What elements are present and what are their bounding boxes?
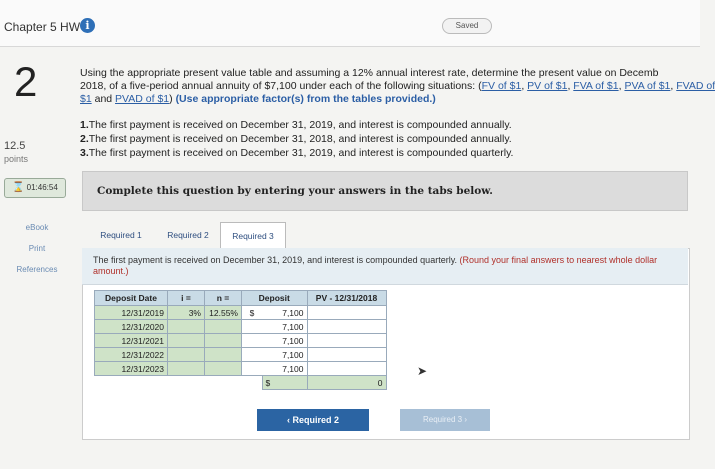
total-pv-value: 0 [307, 376, 386, 390]
table-link-pvad[interactable]: PVAD of $1 [115, 93, 170, 105]
instruction-text: The first payment is received on December 31, 2019, and interest is compounded quarterly. [93, 255, 460, 265]
points-label: points [4, 154, 29, 164]
pv-input[interactable] [307, 306, 386, 320]
timer-value: 01:46:54 [26, 183, 58, 192]
currency-symbol: $ [242, 306, 263, 320]
instructions-banner [82, 171, 688, 211]
table-link-pv[interactable]: PV of $1 [527, 80, 568, 92]
n-input[interactable] [205, 348, 242, 362]
deposit-value: 7,100 [262, 348, 307, 362]
currency-symbol [242, 362, 263, 376]
table-row [95, 306, 387, 320]
date-input[interactable]: 12/31/2019 [95, 306, 168, 320]
n-input[interactable] [205, 362, 242, 376]
col-deposit: Deposit [242, 291, 308, 306]
banner-text: Complete this question by entering your answers in the tabs below. [97, 185, 493, 197]
prev-label: Required 2 [292, 415, 340, 425]
currency-symbol [242, 348, 263, 362]
ebook-link[interactable]: eBook [25, 223, 49, 232]
currency-symbol [242, 334, 263, 348]
i-input[interactable] [168, 362, 205, 376]
hourglass-icon: ⌛ [12, 182, 25, 193]
pv-input[interactable] [307, 334, 386, 348]
table-link-fvad[interactable]: FVAD of [676, 80, 715, 92]
next-label: Required 3 [422, 415, 463, 424]
points-value: 12.5 [4, 140, 26, 152]
list-item: 2.The first payment is received on December 31, 2018, and interest is compounded annually. [80, 133, 512, 145]
tab-required-2[interactable]: Required 2 [167, 230, 209, 240]
intro-line-1: Using the appropriate present value table and assuming a 12% annual interest rate, determine the present value on Decemb [80, 67, 659, 79]
deposit-value: 7,100 [262, 362, 307, 376]
deposit-value: 7,100 [262, 334, 307, 348]
table-link-fv[interactable]: FV of $1 [481, 80, 522, 92]
table-row [95, 348, 387, 362]
saved-status-badge: Saved [442, 18, 492, 34]
rounding-note: (Round your final answers to nearest whole dollar amount.) [93, 255, 658, 276]
part-instruction [93, 255, 683, 277]
date-input[interactable]: 12/31/2020 [95, 320, 168, 334]
tab-required-1[interactable]: Required 1 [100, 230, 142, 240]
date-input[interactable]: 12/31/2023 [95, 362, 168, 376]
chevron-left-icon: ‹ [286, 415, 290, 425]
n-input[interactable] [205, 320, 242, 334]
pv-input[interactable] [307, 348, 386, 362]
date-input[interactable]: 12/31/2021 [95, 334, 168, 348]
pv-input[interactable] [307, 362, 386, 376]
total-currency-symbol: $ [262, 376, 307, 390]
situation-list [80, 118, 513, 160]
deposit-value: 7,100 [262, 320, 307, 334]
n-input[interactable]: 12.55% [205, 306, 242, 320]
mouse-cursor-icon: ➤ [417, 364, 428, 378]
next-required-button[interactable] [400, 409, 490, 431]
i-input[interactable] [168, 320, 205, 334]
question-intro: Using the appropriate present value table and assuming a 12% annual interest rate, determine the present value on Decemb 2018, of a five-period annual annuity of $7,100 under each of the following situations: (FV of $1, PV of $1, FVA of $1, PVA of $1, FVAD of $1 and PVAD of $1) (Use appropriate factor(s) from the tables provided.) [80, 67, 715, 105]
table-link-fvad-cont[interactable]: $1 [80, 93, 92, 105]
date-input[interactable]: 12/31/2022 [95, 348, 168, 362]
col-deposit-date: Deposit Date [95, 291, 168, 306]
intro-close-paren: ) [169, 93, 176, 105]
deposit-value: 7,100 [262, 306, 307, 320]
table-row [95, 320, 387, 334]
table-row [95, 334, 387, 348]
list-item: 1.The first payment is received on December 31, 2019, and interest is compounded annually. [80, 119, 512, 131]
table-link-pva[interactable]: PVA of $1 [624, 80, 671, 92]
table-link-fva[interactable]: FVA of $1 [573, 80, 619, 92]
i-input[interactable] [168, 334, 205, 348]
assignment-title: Chapter 5 HW [4, 20, 81, 34]
table-row [95, 362, 387, 376]
currency-symbol [242, 320, 263, 334]
n-input[interactable] [205, 334, 242, 348]
col-n: n = [205, 291, 242, 306]
top-bar [0, 0, 700, 47]
intro-line-2: 2018, of a five-period annual annuity of $7,100 under each of the following situations: ( [80, 80, 482, 92]
col-pv: PV - 12/31/2018 [307, 291, 386, 306]
pv-table [94, 290, 387, 390]
list-item: 3.The first payment is received on December 31, 2019, and interest is compounded quarterly. [80, 147, 514, 159]
pv-input[interactable] [307, 320, 386, 334]
tab-required-3[interactable]: Required 3 [220, 222, 286, 249]
intro-bold-note: (Use appropriate factor(s) from the tables provided.) [175, 93, 436, 105]
i-input[interactable] [168, 348, 205, 362]
question-number: 2 [14, 58, 38, 105]
print-link[interactable]: Print [28, 244, 46, 253]
references-link[interactable]: References [16, 265, 58, 274]
table-header-row [95, 291, 387, 306]
previous-required-button[interactable] [257, 409, 369, 431]
col-i: i = [168, 291, 205, 306]
timer [4, 178, 66, 198]
chevron-right-icon: › [464, 415, 468, 424]
total-row [95, 376, 387, 390]
i-input[interactable]: 3% [168, 306, 205, 320]
info-icon[interactable]: i [80, 18, 95, 33]
